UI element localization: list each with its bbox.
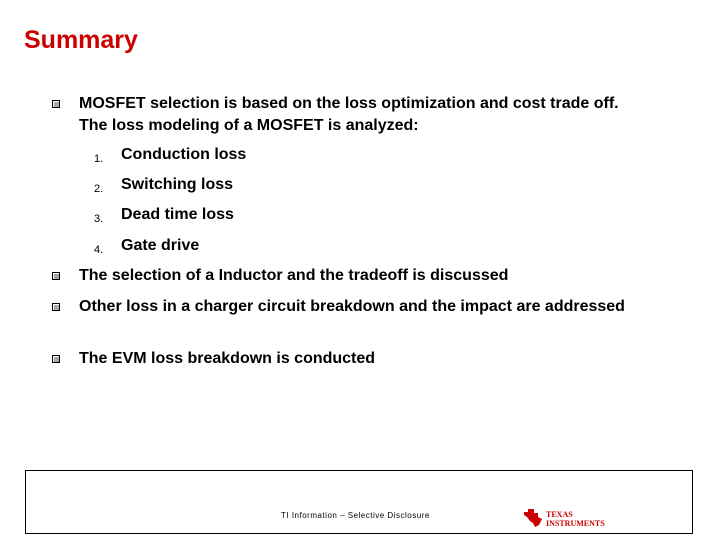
sub-item-number: 3.: [94, 213, 104, 225]
texas-instruments-logo-icon: [522, 507, 614, 529]
hollow-square-bullet-icon: [52, 272, 60, 280]
hollow-square-bullet-icon: [52, 100, 60, 108]
sub-item-number: 2.: [94, 183, 104, 195]
bullet-text: The EVM loss breakdown is conducted: [79, 350, 376, 367]
sub-item-text: Conduction loss: [121, 146, 247, 163]
bullet-text: The selection of a Inductor and the tradeoff is discussed: [79, 267, 509, 284]
sub-item-text: Gate drive: [121, 237, 200, 254]
logo-line2: INSTRUMENTS: [546, 519, 605, 528]
sub-item-text: Dead time loss: [121, 206, 234, 223]
footer-classification: TI Information – Selective Disclosure: [281, 511, 430, 520]
hollow-square-bullet-icon: [52, 303, 60, 311]
bullet-text: Other loss in a charger circuit breakdown and the impact are addressed: [79, 298, 625, 315]
slide-title: Summary: [24, 26, 138, 54]
bullet-text: MOSFET selection is based on the loss optimization and cost trade off. The loss modeling of a MOSFET is analyzed:: [79, 95, 619, 134]
sub-item-number: 1.: [94, 153, 104, 165]
sub-item-number: 4.: [94, 244, 104, 256]
footer: [25, 470, 693, 534]
sub-item-text: Switching loss: [121, 176, 234, 193]
logo-line1: TEXAS: [546, 510, 573, 519]
hollow-square-bullet-icon: [52, 355, 60, 363]
